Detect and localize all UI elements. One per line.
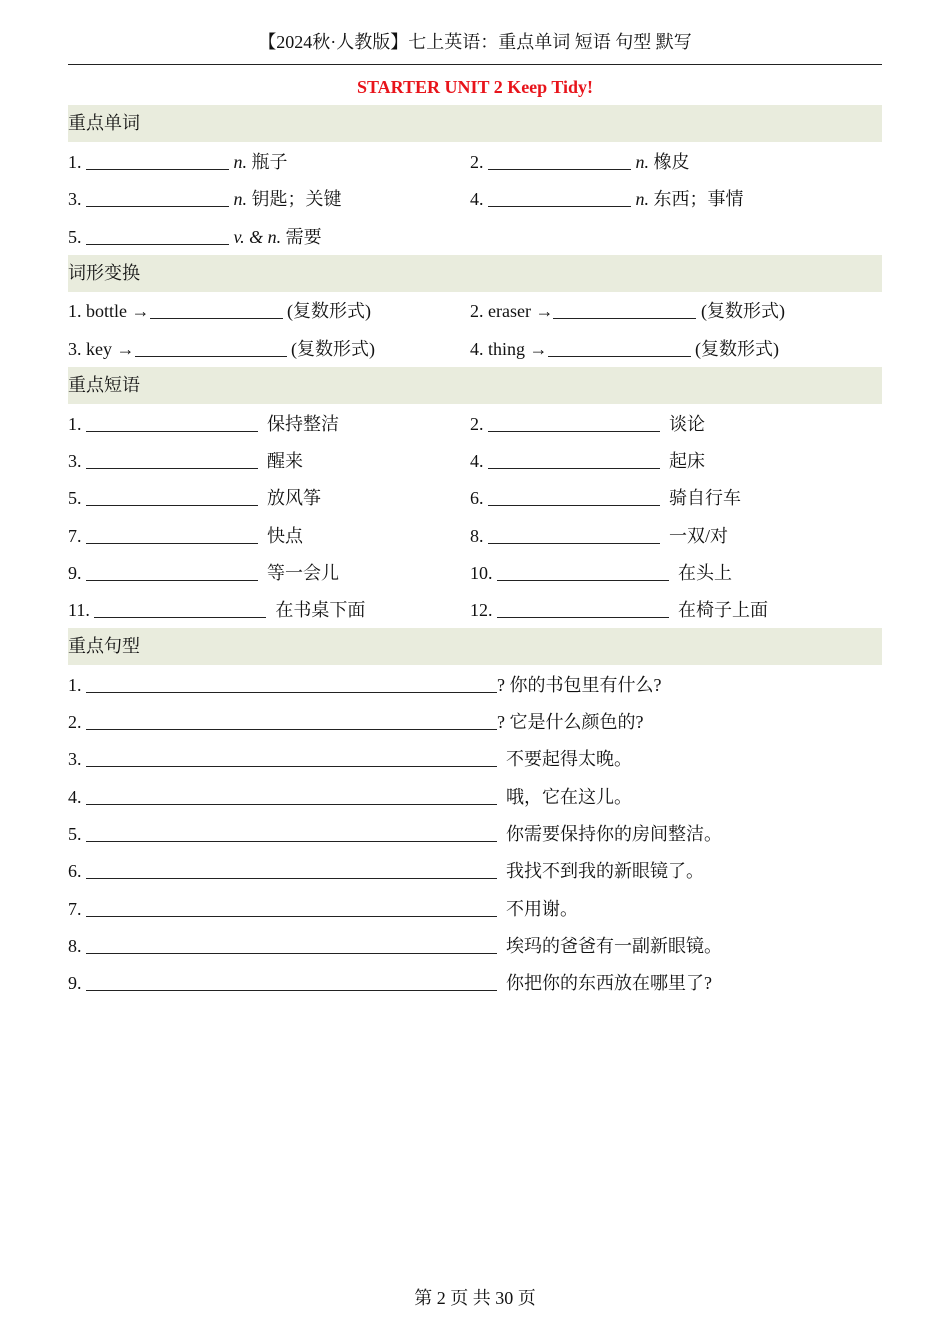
answer-blank[interactable] [86,413,258,432]
section-heading-phrases: 重点短语 [68,367,882,404]
phrase-item [68,524,303,548]
item-number: 12. [470,600,493,620]
section-heading-sentences: 重点句型 [68,628,882,665]
item-number: 1. [68,152,82,172]
phrase-item [68,449,303,473]
word-meaning: 东西；事情 [653,189,744,209]
part-of-speech: n. [233,152,247,172]
answer-blank[interactable] [497,562,669,581]
phrase-item [68,412,339,436]
phrase-item [68,486,321,510]
item-number: 10. [470,563,493,583]
sentence-item [68,934,722,958]
item-number: 3. [68,749,82,769]
form-item [68,337,375,361]
word-item [68,150,288,174]
word-meaning: 橡皮 [653,152,690,172]
item-number: 11. [68,600,90,620]
item-number: 4. [470,189,484,209]
unit-title: STARTER UNIT 2 Keep Tidy! [356,77,594,97]
phrase-meaning: 醒来 [267,451,303,471]
answer-blank[interactable] [497,599,669,618]
page-header: 【2024秋·人教版】七上英语：重点单词 短语 句型 默写 [258,32,692,52]
part-of-speech: n. [233,189,247,209]
phrase-meaning: 在椅子上面 [678,600,768,620]
sentence-meaning: 哦，它在这儿。 [506,787,632,807]
item-number: 6. [68,861,82,881]
answer-blank[interactable] [86,786,497,805]
part-of-speech: n. [635,189,649,209]
sentence-item [68,785,632,809]
phrase-item [470,598,768,622]
header-rule [68,64,882,65]
form-item [470,337,779,361]
answer-blank[interactable] [86,898,497,917]
word-item [470,187,744,211]
answer-blank[interactable] [488,450,660,469]
form-note: (复数形式) [695,339,780,359]
answer-blank[interactable] [488,487,660,506]
form-prompt: 2. eraser → [470,301,554,321]
form-note: (复数形式) [287,301,371,321]
phrase-item [470,486,741,510]
answer-blank[interactable] [86,188,229,207]
item-number: 2. [470,152,484,172]
item-number: 5. [68,824,82,844]
sentence-meaning: 你的书包里有什么? [509,675,662,695]
sentence-meaning: 埃玛的爸爸有一副新眼镜。 [506,936,722,956]
page-number: 第 2 页 共 30 页 [414,1288,536,1308]
answer-blank[interactable] [135,338,287,357]
phrase-meaning: 保持整洁 [267,414,339,434]
answer-blank[interactable] [86,450,258,469]
item-number: 2. [470,414,484,434]
answer-blank[interactable] [86,525,258,544]
sentence-item [68,897,578,921]
word-item [68,225,322,249]
item-number: 3. [68,451,82,471]
phrase-item [470,412,705,436]
item-number: 5. [68,488,82,508]
word-item [68,187,342,211]
phrase-meaning: 放风筝 [267,488,321,508]
answer-blank[interactable] [86,711,497,730]
sentence-meaning: 不要起得太晚。 [506,749,632,769]
sentence-item [68,710,644,734]
form-note: (复数形式) [700,301,785,321]
sentence-meaning: 你把你的东西放在哪里了? [506,973,712,993]
item-number: 5. [68,227,82,247]
answer-blank[interactable] [488,525,660,544]
word-meaning: 瓶子 [251,152,288,172]
answer-blank[interactable] [94,599,266,618]
answer-blank[interactable] [548,338,691,357]
sentence-item [68,747,632,771]
form-prompt: 3. key → [68,339,135,359]
item-number: 9. [68,563,82,583]
sentence-item [68,822,722,846]
item-number: 3. [68,189,82,209]
item-number: 7. [68,526,82,546]
answer-blank[interactable] [488,151,631,170]
form-item [470,299,785,323]
answer-blank[interactable] [86,748,497,767]
answer-blank[interactable] [86,487,258,506]
word-meaning: 需要 [285,227,322,247]
word-meaning: 钥匙；关键 [251,189,342,209]
sentence-item [68,673,662,697]
item-number: 2. [68,712,82,732]
phrase-meaning: 快点 [267,526,303,546]
answer-blank[interactable] [86,860,497,879]
sentence-item [68,859,704,883]
section-heading-forms: 词形变换 [68,255,882,292]
answer-blank[interactable] [86,151,229,170]
item-number: 8. [68,936,82,956]
item-number: 7. [68,899,82,919]
answer-blank[interactable] [86,935,497,954]
item-number: 4. [68,787,82,807]
form-item [68,299,371,323]
answer-blank[interactable] [86,972,497,991]
phrase-meaning: 在书桌下面 [275,600,366,620]
answer-blank[interactable] [86,674,497,693]
item-number: 9. [68,973,82,993]
answer-blank[interactable] [86,562,258,581]
end-punctuation: ? [497,675,505,695]
form-prompt: 1. bottle → [68,301,150,321]
answer-blank[interactable] [488,413,660,432]
item-number: 6. [470,488,484,508]
sentence-meaning: 你需要保持你的房间整洁。 [506,824,722,844]
phrase-item [470,524,728,548]
phrase-meaning: 骑自行车 [669,488,741,508]
phrase-meaning: 在头上 [678,563,732,583]
answer-blank[interactable] [488,188,631,207]
phrase-meaning: 一双/对 [669,526,729,546]
form-note: (复数形式) [291,339,375,359]
phrase-meaning: 起床 [669,451,705,471]
part-of-speech: v. & n. [233,227,282,247]
phrase-meaning: 等一会儿 [267,563,339,583]
item-number: 8. [470,526,484,546]
sentence-item [68,971,712,995]
part-of-speech: n. [635,152,649,172]
phrase-item [68,561,339,585]
phrase-meaning: 谈论 [669,414,705,434]
answer-blank[interactable] [553,300,696,319]
sentence-meaning: 不用谢。 [506,899,578,919]
answer-blank[interactable] [86,823,497,842]
phrase-item [68,598,365,622]
item-number: 1. [68,414,82,434]
form-prompt: 4. thing → [470,339,548,359]
item-number: 1. [68,675,82,695]
sentence-meaning: 我找不到我的新眼镜了。 [506,861,704,881]
sentence-meaning: 它是什么颜色的? [509,712,644,732]
item-number: 4. [470,451,484,471]
end-punctuation: ? [497,712,505,732]
answer-blank[interactable] [86,226,229,245]
word-item [470,150,690,174]
answer-blank[interactable] [150,300,283,319]
section-heading-words: 重点单词 [68,105,882,142]
phrase-item [470,561,732,585]
phrase-item [470,449,705,473]
